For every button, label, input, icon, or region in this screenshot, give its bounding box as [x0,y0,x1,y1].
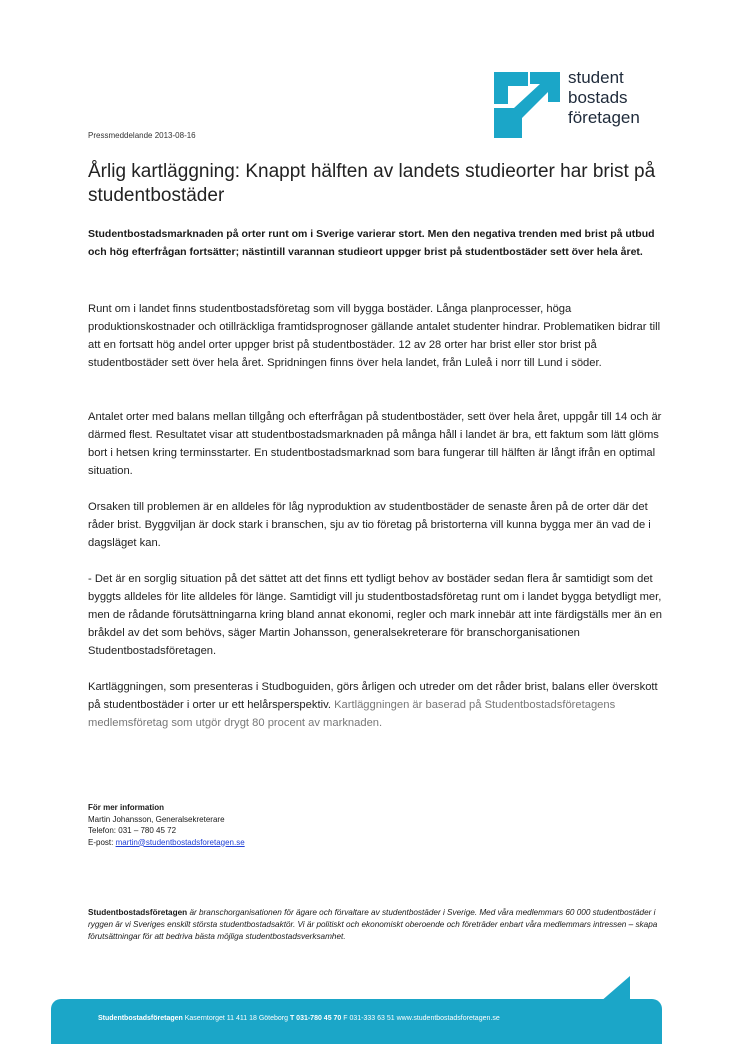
lead-paragraph: Studentbostadsmarknaden på orter runt om i Sverige varierar stort. Men den negativa trenden med brist på utbud och hög efterfrågan fortsätter; nästintill varannan studieort uppger brist på studentbostäder sett över hela året. [88,228,655,258]
contact-email-link[interactable]: martin@studentbostadsforetagen.se [115,837,245,847]
body-paragraph-1: Runt om i landet finns studentbostadsföretag som vill bygga bostäder. Långa planprocesser, höga produktionskostnader och otillräckliga framtidsprognoser gällande antalet studenter hindrar. Problematiken bidrar till att en fortsatt hög andel orter uppger brist på studentbostäder. 12 av 28 orter har brist eller stor brist på studentbostäder sett över hela året. Spridningen finns över hela landet, från Luleå i norr till Lund i söder. [88,303,661,369]
contact-heading: För mer information [88,803,165,812]
body-paragraph-5-main: Kartläggningen, som presenteras i Studboguiden, görs årligen och utreder om det råder brist, balans eller överskott på studentbostäder i orter ur ett helårsperspektiv. [88,681,658,711]
footer-phone: T 031-780 45 70 [289,1015,342,1022]
footer-street: Kaserntorget 11 411 18 Göteborg [182,1015,290,1022]
body-paragraph-5-note: Kartläggningen är baserad på Studentbostadsföretagens medlemsföretag som utgör drygt 80 procent av marknaden. [88,699,616,729]
company-logo [494,68,664,140]
logo-line-3: företagen [568,108,640,127]
footer-fax-web: F 031-333 63 51 www.studentbostadsforetagen.se [341,1015,500,1022]
body-paragraph-4: - Det är en sorglig situation på det sättet att det finns ett tydligt behov av bostäder sedan flera år samtidigt som det byggts alldeles för lite alldeles för länge. Samtidigt vill ju studentbostadsföretag runt om i landet bygga betydligt mer, men de rådande förutsättningarna kring bland annat ekonomi, regler och mark innebär att inte färdigställs mer än en bråkdel av det som behövs, säger Martin Johansson, generalsekreterare för branschorganisationen Studentbostadsföretagen. [88,573,663,657]
logo-arrow-icon [494,70,562,138]
logo-wordmark [568,68,640,128]
body-paragraph-5 [88,678,670,732]
contact-email-label: E-post: [88,837,116,847]
dateline: Pressmeddelande 2013-08-16 [88,131,196,140]
contact-email-row [88,837,245,849]
about-org-name: Studentbostadsföretagen [88,908,188,917]
body-paragraph-2: Antalet orter med balans mellan tillgång och efterfrågan på studentbostäder, sett över hela året, uppgår till 14 och är därmed flest. Resultatet visar att studentbostadsmarknaden på många håll i landet är bra, ett faktum som lätt glöms bort i hetsen kring terminsstarter. En studentbostadsmarknad som bara fungerar till hälften är långt ifrån en optimal situation. [88,411,662,477]
logo-line-2: bostads [568,88,628,107]
about-org-text: är branschorganisationen för ägare och förvaltare av studentbostäder i Sverige. Med våra medlemmars 60 000 studentbostäder i ryggen är vi Sveriges enskilt största studentbostadsaktör. Vi är politiskt och ekonomiskt oberoende och företräder enbart våra medlemmars intressen – skapa förutsättningar för att bedriva bästa möjliga studentbostadsverksamhet. [88,908,658,941]
contact-phone: Telefon: 031 – 780 45 72 [88,826,177,835]
page-title: Årlig kartläggning: Knappt hälften av landets studieorter har brist på studentbostäder [88,161,656,206]
logo-line-1: student [568,68,624,87]
about-organisation [88,907,668,943]
contact-block [88,802,245,848]
footer-address [98,1015,500,1022]
footer-org: Studentbostadsföretagen [98,1015,183,1022]
body-paragraph-3: Orsaken till problemen är en alldeles för låg nyproduktion av studentbostäder de senaste åren på de orter där det råder brist. Byggviljan är dock stark i branschen, sju av tio företag på bristorterna vill kunna bygga mer än vad de i dagsläget kan. [88,501,651,549]
contact-name: Martin Johansson, Generalsekreterare [88,814,225,824]
